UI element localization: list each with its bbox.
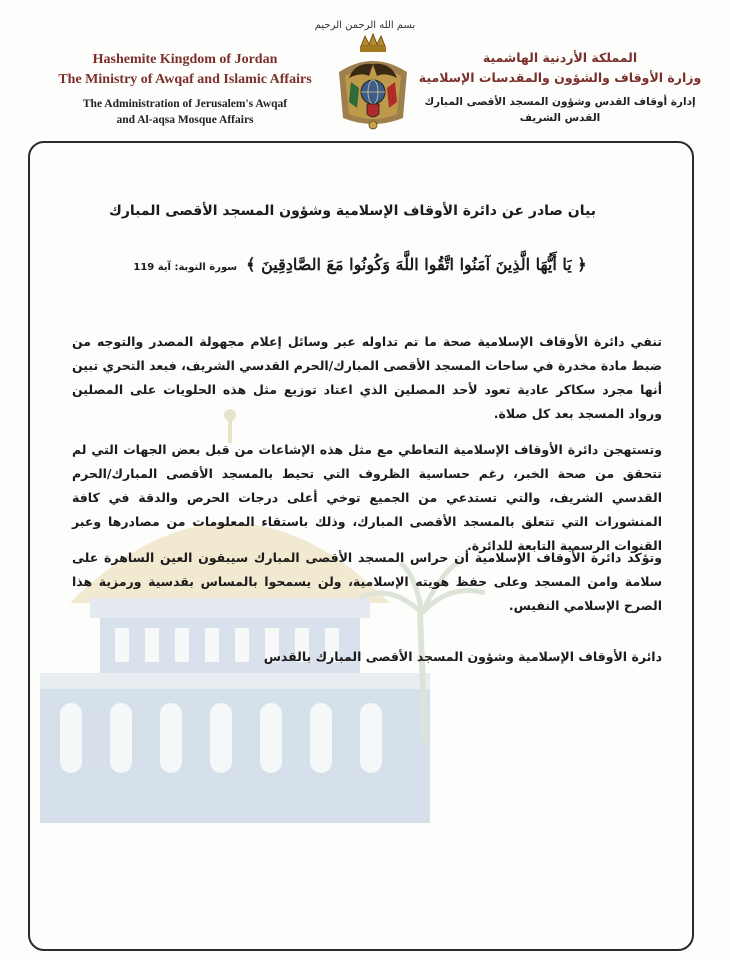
signature: دائرة الأوقاف الإسلامية وشؤون المسجد الأقصى المبارك بالقدس xyxy=(263,649,662,664)
quran-verse: ﴿ يَا أَيُّهَا الَّذِينَ آمَنُوا اتَّقُوا اللَّهَ وَكُونُوا مَعَ الصَّادِقِينَ ﴾ xyxy=(246,255,587,274)
jordan-crest-icon xyxy=(333,32,413,132)
letterhead xyxy=(0,0,730,140)
english-letterhead xyxy=(40,50,330,128)
statement-frame xyxy=(28,141,694,951)
paragraph-affirmation: وتؤكد دائرة الأوقاف الإسلامية أن حراس المسجد الأقصى المبارك سيبقون العين الساهرة على سلامة وامن المسجد وعلى حفظ هويته الإسلامية، ولن يسمحوا بالمساس بقدسية ورمزية هذا الصرح الإسلامي النفيس. xyxy=(72,549,662,613)
paragraph-condemnation: وتستهجن دائرة الأوقاف الإسلامية التعاطي مع مثل هذه الإشاعات من قبل بعض الجهات التي لم تتحقق من صحة الخبر، رغم حساسية الظروف التي تحيط بالمسجد الأقصى المبارك/الحرم القدسي الشريف، والتي تستدعي من الجميع توخي أعلى درجات الحرص والدقة في كافة المنشورات التي تتعلق بالمسجد الأقصى المبارك، وذلك باستقاء المعلومات من مصادرها وعبر القنوات الرسمية التابعة للدائرة. xyxy=(72,441,662,553)
arabic-ministry-name: وزارة الأوقاف والشؤون والمقدسات الإسلامية xyxy=(418,70,702,85)
verse-reference: سورة التوبة: آية 119 xyxy=(133,262,238,273)
arabic-city-name: القدس الشريف xyxy=(519,112,601,124)
statement-title: بيان صادر عن دائرة الأوقاف الإسلامية وشؤون المسجد الأقصى المبارك xyxy=(109,203,596,219)
english-kingdom-name: Hashemite Kingdom of Jordan xyxy=(92,52,278,67)
basmala: بسم الله الرحمن الرحيم xyxy=(314,20,416,31)
english-administration-name-cont: and Al-aqsa Mosque Affairs xyxy=(116,114,254,126)
quran-verse-line xyxy=(130,255,590,274)
arabic-letterhead xyxy=(415,48,705,126)
arabic-kingdom-name: المملكة الأردنية الهاشمية xyxy=(482,50,638,65)
arabic-administration-name: إدارة أوقاف القدس وشؤون المسجد الأقصى المبارك xyxy=(424,96,696,108)
paragraph-denial: تنفي دائرة الأوقاف الإسلامية صحة ما تم تداوله عبر وسائل إعلام مجهولة المصدر والتوجه من ضبط مادة مخدرة في ساحات المسجد الأقصى المبارك/الحرم القدسي الشريف، فبعد التحري تبين أنها مجرد سكاكر عادية تعود لأحد المصلين الذي اعتاد توزيع مثل هذه الحلويات على المصلين ورواد المسجد بعد كل صلاة. xyxy=(72,333,662,421)
english-administration-name: The Administration of Jerusalem's Awqaf xyxy=(82,98,288,110)
english-ministry-name: The Ministry of Awqaf and Islamic Affairs xyxy=(58,72,312,87)
